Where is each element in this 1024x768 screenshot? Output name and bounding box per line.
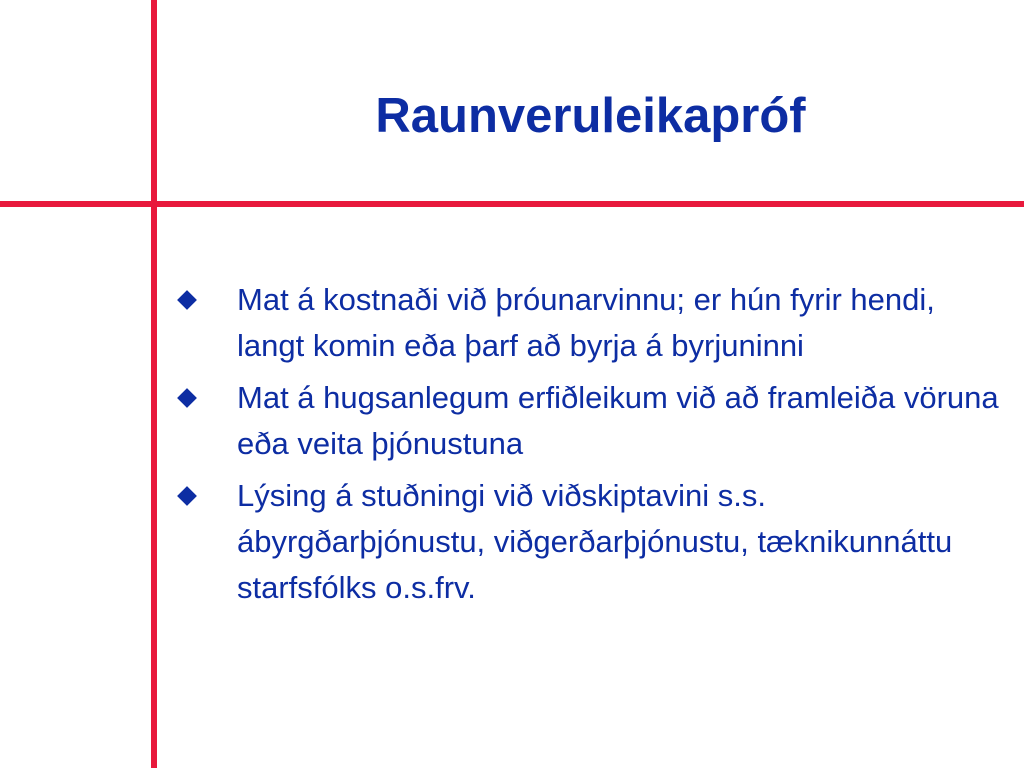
slide-title: Raunveruleikapróf xyxy=(375,89,806,143)
diamond-bullet-icon xyxy=(177,486,197,506)
diamond-bullet-icon xyxy=(177,388,197,408)
bullet-text: Lýsing á stuðningi við viðskiptavini s.s. ábyrgðarþjónustu, viðgerðarþjónustu, tæknikunnáttu starfsfólks o.s.frv. xyxy=(237,478,953,605)
bullet-item xyxy=(176,473,1006,611)
bullet-text: Mat á hugsanlegum erfiðleikum við að framleiða vöruna eða veita þjónustuna xyxy=(237,380,999,461)
bullet-list xyxy=(176,277,1006,617)
diamond-bullet-icon xyxy=(177,290,197,310)
bullet-text: Mat á kostnaði við þróunarvinnu; er hún fyrir hendi, langt komin eða þarf að byrja á byrjuninni xyxy=(237,282,935,363)
bullet-item xyxy=(176,277,1006,369)
bullet-item xyxy=(176,375,1006,467)
horizontal-accent-line xyxy=(0,201,1024,207)
